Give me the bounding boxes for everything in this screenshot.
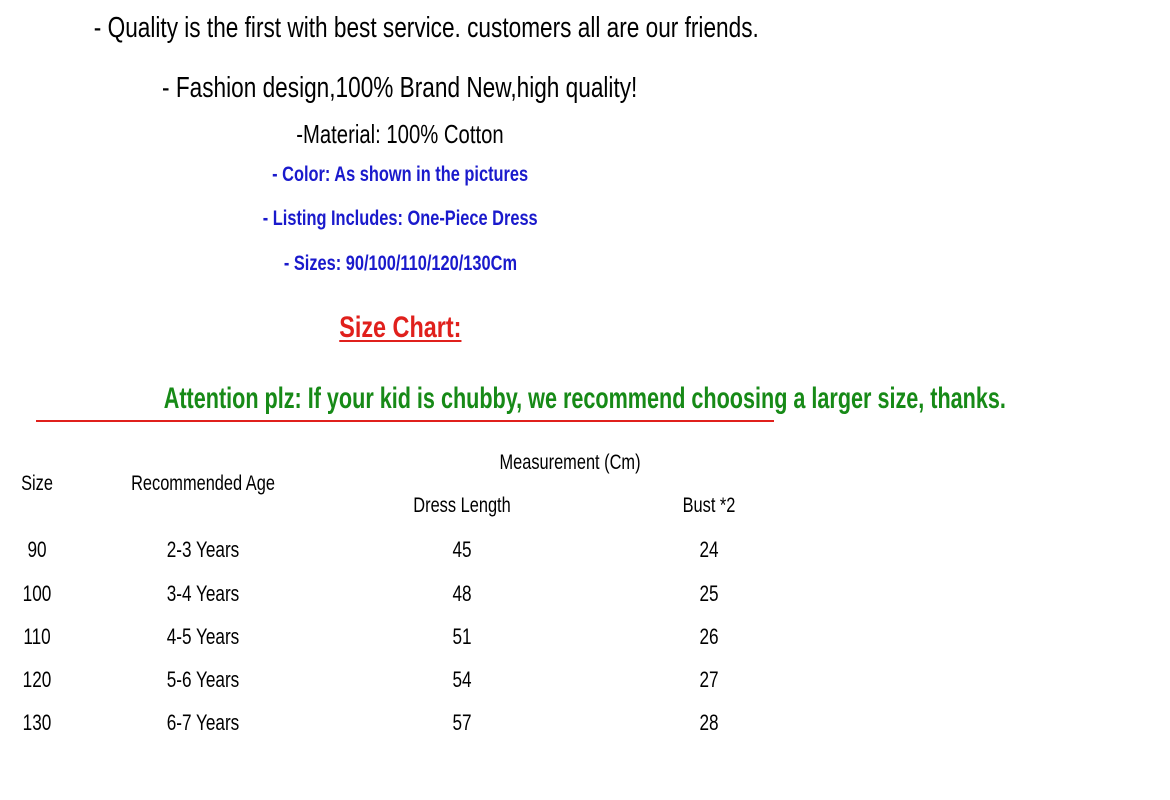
- intro-line-color: - Color: As shown in the pictures: [271, 163, 529, 186]
- cell-size: 120: [22, 667, 52, 692]
- header-bust: Bust *2: [682, 494, 736, 517]
- cell-size: 130: [22, 710, 52, 735]
- intro-line-includes: - Listing Includes: One-Piece Dress: [262, 207, 538, 230]
- cell-bust: 28: [699, 710, 719, 735]
- cell-bust: 26: [699, 624, 719, 649]
- cell-size: 90: [27, 537, 47, 562]
- cell-length: 54: [452, 667, 472, 692]
- header-dress-length: Dress Length: [413, 494, 511, 517]
- size-chart-title: Size Chart:: [338, 311, 462, 344]
- cell-size: 100: [22, 581, 52, 606]
- cell-bust: 24: [699, 537, 719, 562]
- intro-line-sizes: - Sizes: 90/100/110/120/130Cm: [283, 252, 517, 275]
- cell-age: 4-5 Years: [166, 624, 240, 649]
- cell-length: 45: [452, 537, 472, 562]
- cell-length: 48: [452, 581, 472, 606]
- attention-note: Attention plz: If your kid is chubby, we recommend choosing a larger size, thanks.: [163, 382, 1006, 415]
- cell-age: 6-7 Years: [166, 710, 240, 735]
- attention-underline: [36, 420, 774, 422]
- cell-length: 57: [452, 710, 472, 735]
- cell-size: 110: [23, 624, 51, 649]
- header-size: Size: [21, 472, 53, 495]
- cell-length: 51: [452, 624, 472, 649]
- cell-bust: 27: [699, 667, 719, 692]
- cell-age: 5-6 Years: [166, 667, 240, 692]
- cell-age: 2-3 Years: [166, 537, 240, 562]
- cell-bust: 25: [699, 581, 719, 606]
- intro-line-fashion: - Fashion design,100% Brand New,high quality!: [162, 72, 638, 104]
- cell-age: 3-4 Years: [166, 581, 240, 606]
- intro-line-material: -Material: 100% Cotton: [296, 119, 504, 149]
- header-measurement: Measurement (Cm): [499, 451, 641, 474]
- header-age: Recommended Age: [131, 472, 275, 495]
- intro-line-quality: - Quality is the first with best service. customers all are our friends.: [93, 12, 759, 44]
